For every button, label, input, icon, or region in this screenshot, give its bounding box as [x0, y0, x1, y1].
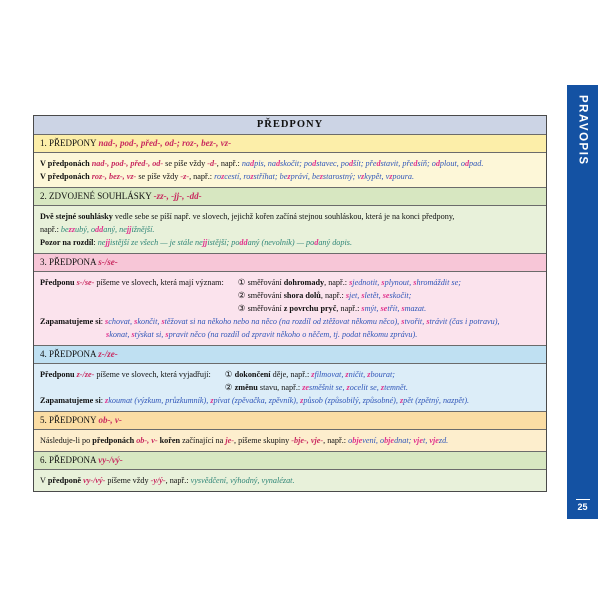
text-segment: pět (zpětný, nazpět). — [403, 396, 470, 405]
section-header — [34, 253, 546, 272]
items-list — [238, 276, 461, 315]
text-segment: jednotit, — [352, 278, 382, 287]
text-segment: se píše vždy — [163, 159, 208, 168]
text-segment: ① — [237, 277, 248, 287]
section-body — [34, 153, 546, 187]
text-segment: předponách — [92, 436, 135, 445]
text-segment: pívat (zpěvačka, zpěvník), — [213, 396, 301, 405]
text-segment: d — [464, 159, 470, 168]
text-segment: zd. — [438, 436, 449, 445]
text-segment: s — [426, 317, 430, 326]
text-segment: vení, o — [362, 436, 385, 445]
text-segment: s-/se- — [98, 257, 118, 267]
text-segment: stavit, pře — [380, 159, 414, 168]
text-segment: šít; pře — [353, 159, 377, 168]
text-segment: , např.: — [323, 436, 349, 445]
text-segment: , např.: — [320, 291, 346, 300]
text-line — [238, 302, 461, 315]
text-segment: -d- — [207, 159, 217, 168]
text-segment: dokončení — [234, 370, 271, 379]
text-segment: skočit; po — [280, 159, 313, 168]
text-segment: ničit, — [348, 370, 368, 379]
text-segment: změnu — [234, 383, 258, 392]
text-segment: aný, ne — [103, 225, 127, 234]
text-segment: d — [435, 159, 440, 168]
text-segment: kořen — [159, 436, 181, 445]
section-header — [34, 451, 546, 470]
text-segment: Předponu — [40, 278, 75, 287]
text-segment: ze — [302, 383, 310, 392]
section-header — [34, 411, 546, 430]
text-segment: , např.: — [216, 159, 242, 168]
text-segment: s — [401, 317, 405, 326]
text-segment: se — [380, 304, 388, 313]
text-segment: Pozor na rozdíl — [40, 238, 94, 247]
text-segment: z-/ze- — [98, 349, 118, 359]
text-segment: o — [348, 436, 353, 445]
text-segment: chovat, — [108, 317, 135, 326]
text-segment: trávit (čas i potravu), — [429, 317, 500, 326]
text-segment: vysvědčení, výhodný, vynalézat. — [190, 476, 295, 485]
text-segment: píšeme vždy — [105, 476, 151, 485]
text-segment: -zz-, -jj-, -dd- — [153, 191, 202, 201]
text-segment: koumat (výzkum, průzkumník), — [108, 396, 211, 405]
text-segment: filmovat, — [314, 370, 346, 379]
text-segment: hromáždit se; — [416, 278, 461, 287]
text-segment: vy-/vý- — [98, 455, 123, 465]
text-segment: z — [250, 172, 254, 181]
text-segment: 4. PŘEDPONA — [40, 349, 99, 359]
section-header — [34, 187, 546, 206]
text-segment: s — [381, 278, 385, 287]
text-segment: jj — [126, 225, 132, 234]
intro-text — [40, 276, 224, 289]
text-segment: práví, be — [290, 172, 320, 181]
text-segment: z — [367, 370, 371, 379]
text-segment: , např.: — [189, 172, 215, 181]
text-segment: konat, — [109, 330, 132, 339]
text-segment: ne — [97, 238, 106, 247]
text-segment: s-/se- — [74, 278, 95, 287]
text-segment: d — [275, 159, 281, 168]
text-segment: d — [413, 159, 418, 168]
text-segment: s — [413, 278, 417, 287]
text-segment: d — [250, 159, 255, 168]
text-line — [225, 381, 408, 394]
text-segment: z — [319, 172, 323, 181]
text-segment: začínající na — [180, 436, 226, 445]
text-segment: bje — [352, 436, 363, 445]
text-segment: be — [60, 225, 69, 234]
text-segment: síň; o — [417, 159, 436, 168]
text-segment: letět, — [364, 291, 383, 300]
text-segment: ob-, v- — [98, 415, 122, 425]
text-segment: ③ — [237, 303, 248, 313]
text-segment: působ (způsobilý, způsobné), — [303, 396, 400, 405]
text-segment: stříhat; be — [253, 172, 288, 181]
text-segment: končit, — [137, 317, 162, 326]
text-segment: 6. PŘEDPONA — [40, 455, 99, 465]
text-segment: směřování — [247, 304, 284, 313]
text-segment: ižnější. — [131, 225, 155, 234]
text-segment: z — [105, 396, 109, 405]
text-line — [40, 223, 540, 236]
text-segment: z — [345, 370, 349, 379]
text-segment: nad-, pod-, před-, od- — [89, 159, 164, 168]
text-segment: těžovat si na někoho nebo na něco (na rozdíl od ztěžovat někomu něco), — [164, 317, 402, 326]
text-segment: s — [131, 330, 135, 339]
text-segment: mazat. — [404, 304, 427, 313]
text-segment: ubý, o — [75, 225, 96, 234]
text-segment: ocelit se, — [349, 383, 381, 392]
text-segment: zz — [68, 225, 76, 234]
text-segment: se píše vždy — [136, 172, 181, 181]
text-segment: z povrchu pryč — [283, 304, 337, 313]
text-segment: V předponách — [40, 172, 90, 181]
section-body — [34, 364, 546, 411]
text-line — [40, 210, 540, 223]
text-segment: s — [349, 278, 353, 287]
text-segment: : — [100, 317, 106, 326]
text-segment: z — [311, 370, 315, 379]
text-segment: ② — [224, 382, 235, 392]
text-segment: dohromady — [283, 278, 325, 287]
text-segment: pad. — [469, 159, 484, 168]
text-segment: pravit něco (na rozdíl od zpravit někoho o něčem, tj. podat někomu zprávu). — [168, 330, 418, 339]
text-line — [40, 474, 540, 487]
text-segment: z — [361, 172, 365, 181]
text-line — [238, 289, 461, 302]
text-segment: s — [361, 291, 365, 300]
section-body — [34, 272, 546, 345]
text-segment: plynout, — [384, 278, 414, 287]
table-title: PŘEDPONY — [34, 116, 546, 134]
text-segment: je- — [225, 436, 234, 445]
section-body — [34, 206, 546, 253]
text-segment: s — [401, 304, 405, 313]
text-segment: ② — [237, 290, 248, 300]
text-segment: jj — [202, 238, 208, 247]
text-line — [40, 170, 540, 183]
sidebar-tab — [567, 85, 598, 519]
text-segment: dnat; — [394, 436, 414, 445]
text-segment: -y/ý- — [150, 476, 166, 485]
text-segment: 5. PŘEDPONY — [40, 415, 99, 425]
text-segment: z — [389, 172, 393, 181]
text-segment: z — [346, 383, 350, 392]
section-body — [34, 430, 546, 451]
text-segment: V předponách — [40, 159, 90, 168]
text-segment: s — [161, 317, 165, 326]
text-segment: ro — [214, 172, 222, 181]
text-segment: bourat; — [370, 370, 396, 379]
text-segment: tvořit, — [404, 317, 427, 326]
text-segment: t, — [422, 436, 430, 445]
text-segment: temnět. — [384, 383, 408, 392]
text-segment: d — [348, 159, 354, 168]
items-list — [225, 368, 408, 394]
text-segment: Zapamatujeme si — [40, 317, 101, 326]
text-segment: kypět, v — [364, 172, 390, 181]
section-header — [34, 134, 546, 153]
section-body — [34, 470, 546, 491]
text-segment: na — [241, 159, 250, 168]
text-segment: , např.: — [324, 278, 350, 287]
text-segment: Následuje-li po — [40, 436, 93, 445]
page-number: 25 — [576, 499, 590, 512]
text-segment: z — [380, 383, 385, 392]
intro-text — [40, 368, 211, 381]
text-segment: pis, na — [254, 159, 276, 168]
sidebar-label: PRAVOPIS — [576, 95, 589, 166]
text-segment: s — [361, 304, 365, 313]
text-segment: směšnit se, — [309, 383, 347, 392]
text-segment: dd — [239, 238, 248, 247]
text-segment: Předponu — [40, 370, 75, 379]
text-segment: směřování — [247, 291, 284, 300]
text-segment: směřování — [247, 278, 284, 287]
text-segment: s — [105, 317, 109, 326]
text-line — [238, 276, 461, 289]
text-segment: s — [134, 317, 138, 326]
text-segment: vedle sebe se píší např. ve slovech, jejichž kořen začíná stejnou souhláskou, která je na konci předpony, — [112, 212, 455, 221]
text-segment: z — [300, 396, 304, 405]
text-segment: např.: — [40, 225, 61, 234]
text-segment: V — [40, 476, 48, 485]
text-segment: Dvě stejné souhlásky — [40, 212, 113, 221]
text-segment: starostný; v — [322, 172, 362, 181]
text-segment: stavec, po — [316, 159, 349, 168]
text-segment: : — [93, 238, 98, 247]
text-segment: jet, — [349, 291, 362, 300]
text-segment: d — [376, 159, 381, 168]
text-segment: 2. ZDVOJENÉ SOUHLÁSKY — [40, 191, 154, 201]
text-segment: se — [382, 291, 390, 300]
text-segment: roz-, bez-, vz- — [89, 172, 137, 181]
text-segment: píšeme ve slovech, která mají význam: — [94, 278, 224, 287]
text-line — [40, 394, 540, 407]
text-segment: stavu, např.: — [257, 383, 303, 392]
text-segment: d — [312, 159, 317, 168]
text-line — [40, 157, 540, 170]
text-segment: shora dolů — [283, 291, 321, 300]
text-segment: : — [100, 396, 106, 405]
intro-items-row — [40, 368, 540, 394]
text-segment: z — [221, 172, 225, 181]
text-segment: skočit; — [389, 291, 412, 300]
text-segment: z — [287, 172, 291, 181]
text-segment: týskat si, — [134, 330, 166, 339]
text-segment: třít, — [387, 304, 402, 313]
text-segment: aný dopis. — [318, 238, 352, 247]
text-segment: istější ze všech — je stále ne — [110, 238, 203, 247]
text-segment: 1. PŘEDPONY — [40, 138, 99, 148]
text-segment: plout, o — [439, 159, 465, 168]
text-segment: z — [399, 396, 404, 405]
text-segment: Zapamatujeme si — [40, 396, 101, 405]
text-line — [106, 328, 540, 341]
text-segment: s — [106, 330, 110, 339]
text-line — [40, 315, 540, 328]
text-segment: dd — [95, 225, 104, 234]
text-segment: vje — [429, 436, 439, 445]
text-segment: s — [345, 291, 350, 300]
text-segment: z — [210, 396, 214, 405]
text-segment: mýt, — [364, 304, 381, 313]
text-segment: d — [314, 238, 319, 247]
text-segment: vje — [413, 436, 423, 445]
text-line — [225, 368, 408, 381]
text-segment: ob-, v- — [134, 436, 158, 445]
text-segment: s — [165, 330, 169, 339]
text-segment: , píšeme skupiny — [233, 436, 292, 445]
prefix-table — [33, 115, 547, 492]
section-header — [34, 345, 546, 364]
text-segment: istější; po — [207, 238, 240, 247]
text-segment: bje — [384, 436, 395, 445]
text-line — [40, 236, 540, 249]
text-segment: -bje-, vje- — [291, 436, 324, 445]
text-segment: předponě — [47, 476, 82, 485]
text-line — [40, 434, 540, 447]
text-segment: , např.: — [336, 304, 362, 313]
text-segment: píšeme ve slovech, která vyjadřují: — [94, 370, 211, 379]
text-segment: děje, např.: — [270, 370, 312, 379]
text-segment: 3. PŘEDPONA — [40, 257, 99, 267]
text-segment: cestí, ro — [224, 172, 251, 181]
text-segment: vy-/vý- — [81, 476, 106, 485]
text-segment: aný (nevolník) — po — [247, 238, 315, 247]
text-segment: -z- — [180, 172, 190, 181]
text-segment: jj — [105, 238, 110, 247]
text-segment: z-/ze- — [74, 370, 95, 379]
text-segment: nad-, pod-, před-, od-; roz-, bez-, vz- — [98, 138, 232, 148]
text-segment: ① — [224, 369, 235, 379]
text-segment: poura. — [392, 172, 415, 181]
intro-items-row — [40, 276, 540, 315]
text-segment: , např.: — [165, 476, 191, 485]
